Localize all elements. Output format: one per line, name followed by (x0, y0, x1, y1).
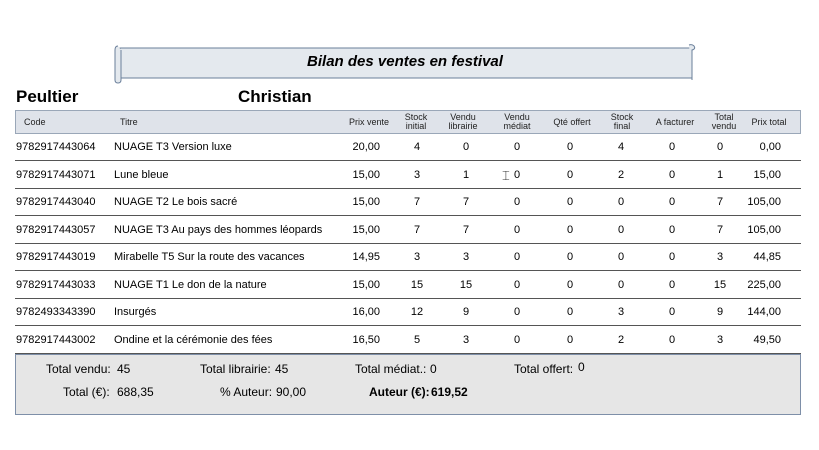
cell-vendu-lib: 0 (462, 141, 470, 153)
cell-stock-final: 4 (617, 141, 625, 153)
cell-prix-total: 15,00 (753, 168, 781, 181)
cell-vendu-med: 0 (513, 223, 521, 236)
cell-vendu-lib: 1 (462, 168, 470, 181)
cell-prix: 16,00 (352, 306, 380, 318)
cell-prix: 15,00 (352, 223, 380, 236)
table-row[interactable] (15, 217, 801, 244)
cell-total-vendu: 7 (716, 196, 724, 208)
cell-prix-total: 105,00 (747, 196, 781, 208)
header-stock-final: Stock final (610, 112, 634, 131)
cell-offert: 0 (566, 306, 574, 318)
cell-titre: Ondine et la cérémonie des fées (114, 333, 273, 346)
cell-stock-final: 2 (617, 333, 625, 346)
totals-panel (15, 354, 801, 415)
cell-facturer: 0 (668, 196, 676, 208)
cell-stock-final: 0 (617, 196, 625, 208)
cell-prix: 15,00 (352, 196, 380, 208)
text-cursor-icon: ⌶ (502, 168, 510, 183)
cell-stock-init: 7 (413, 196, 421, 208)
cell-vendu-med: 0 (513, 168, 521, 181)
cell-stock-final: 0 (617, 251, 625, 263)
pct-auteur-value: 90,00 (276, 385, 307, 399)
cell-prix: 15,00 (352, 278, 380, 291)
total-euro-label: Total (€): (63, 385, 110, 399)
cell-prix: 20,00 (352, 141, 380, 153)
header-code: Code (24, 116, 46, 127)
cell-code: 9782493343390 (16, 306, 96, 318)
cell-total-vendu: 1 (716, 168, 724, 181)
cell-total-vendu: 3 (716, 333, 724, 346)
table-row[interactable] (15, 272, 801, 299)
cell-facturer: 0 (668, 306, 676, 318)
total-vendu-value: 45 (117, 362, 131, 376)
cell-stock-final: 3 (617, 306, 625, 318)
cell-titre: Insurgés (114, 306, 157, 318)
total-librairie-label: Total librairie: (200, 362, 271, 376)
cell-titre: NUAGE T1 Le don de la nature (114, 278, 267, 291)
cell-facturer: 0 (668, 223, 676, 236)
header-qte-offert: Qté offert (553, 116, 591, 127)
cell-facturer: 0 (668, 333, 676, 346)
cell-prix-total: 0,00 (759, 141, 781, 153)
cell-total-vendu: 9 (716, 306, 724, 318)
cell-facturer: 0 (668, 168, 676, 181)
cell-vendu-lib: 7 (462, 223, 470, 236)
report-title: Bilan des ventes en festival (307, 53, 503, 70)
cell-stock-init: 5 (413, 333, 421, 346)
header-stock-initial: Stock initial (404, 112, 428, 131)
total-librairie-value: 45 (275, 362, 289, 376)
header-prix-vente: Prix vente (348, 116, 390, 127)
cell-prix-total: 225,00 (747, 278, 781, 291)
cell-code: 9782917443071 (16, 168, 96, 181)
cell-stock-init: 3 (413, 251, 421, 263)
total-offert-label: Total offert: (514, 362, 574, 376)
cell-vendu-lib: 3 (462, 333, 470, 346)
table-row[interactable] (15, 327, 801, 354)
header-vendu-librairie: Vendu librairie (448, 112, 478, 131)
cell-stock-final: 0 (617, 223, 625, 236)
author-first-name: Christian (238, 87, 312, 106)
cell-stock-init: 3 (413, 168, 421, 181)
cell-stock-init: 7 (413, 223, 421, 236)
cell-vendu-med: 0 (513, 196, 521, 208)
table-row[interactable] (15, 299, 801, 326)
auteur-euro-label: Auteur (€): (369, 385, 430, 399)
cell-total-vendu: 15 (713, 278, 727, 291)
cell-vendu-lib: 15 (459, 278, 473, 291)
header-prix-total: Prix total (751, 116, 787, 127)
cell-titre: NUAGE T3 Au pays des hommes léopards (114, 223, 323, 236)
cell-vendu-med: 0 (513, 251, 521, 263)
pct-auteur-label: % Auteur: (220, 385, 273, 399)
cell-vendu-med: 0 (513, 333, 521, 346)
cell-code: 9782917443002 (16, 333, 96, 346)
cell-vendu-med: 0 (513, 278, 521, 291)
cell-prix: 16,50 (352, 333, 380, 346)
total-mediat-label: Total médiat.: (355, 362, 427, 376)
header-a-facturer: A facturer (655, 116, 695, 127)
cell-prix-total: 144,00 (747, 306, 781, 318)
total-vendu-label: Total vendu: (46, 362, 111, 376)
cell-titre: Lune bleue (114, 168, 169, 181)
cell-offert: 0 (566, 251, 574, 263)
cell-code: 9782917443019 (16, 251, 96, 263)
table-row[interactable] (15, 189, 801, 216)
cell-titre: Mirabelle T5 Sur la route des vacances (114, 251, 305, 263)
cell-code: 9782917443033 (16, 278, 96, 291)
cell-offert: 0 (566, 223, 574, 236)
cell-prix-total: 44,85 (753, 251, 781, 263)
cell-total-vendu: 3 (716, 251, 724, 263)
cell-prix: 15,00 (352, 168, 380, 181)
cell-offert: 0 (566, 333, 574, 346)
cell-prix-total: 105,00 (747, 223, 781, 236)
cell-stock-init: 12 (410, 306, 424, 318)
header-vendu-mediat: Vendu médiat (503, 112, 531, 131)
cell-total-vendu: 0 (716, 141, 724, 153)
cell-vendu-lib: 3 (462, 251, 470, 263)
cell-vendu-med: 0 (513, 141, 521, 153)
cell-facturer: 0 (668, 251, 676, 263)
cell-stock-final: 0 (617, 278, 625, 291)
cell-prix: 14,95 (352, 251, 380, 263)
cell-stock-init: 15 (410, 278, 424, 291)
cell-vendu-lib: 9 (462, 306, 470, 318)
table-row[interactable] (15, 134, 801, 161)
auteur-euro-value: 619,52 (431, 385, 468, 399)
total-euro-value: 688,35 (117, 385, 154, 399)
cell-stock-init: 4 (413, 141, 421, 153)
table-header (15, 110, 801, 134)
total-offert-value: 0 (578, 360, 585, 374)
cell-code: 9782917443064 (16, 141, 96, 153)
cell-offert: 0 (566, 141, 574, 153)
table-row[interactable] (15, 244, 801, 271)
cell-total-vendu: 7 (716, 223, 724, 236)
cell-offert: 0 (566, 278, 574, 291)
table-row[interactable] (15, 162, 801, 189)
cell-facturer: 0 (668, 141, 676, 153)
cell-code: 9782917443040 (16, 196, 96, 208)
title-banner (114, 44, 696, 82)
author-last-name: Peultier (16, 87, 79, 106)
cell-offert: 0 (566, 196, 574, 208)
cell-facturer: 0 (668, 278, 676, 291)
cell-prix-total: 49,50 (753, 333, 781, 346)
total-mediat-value: 0 (430, 362, 437, 376)
cell-vendu-med: 0 (513, 306, 521, 318)
header-total-vendu: Total vendu (711, 112, 737, 131)
cell-code: 9782917443057 (16, 223, 96, 236)
cell-titre: NUAGE T3 Version luxe (114, 141, 232, 153)
cell-titre: NUAGE T2 Le bois sacré (114, 196, 238, 208)
cell-vendu-lib: 7 (462, 196, 470, 208)
cell-stock-final: 2 (617, 168, 625, 181)
cell-offert: 0 (566, 168, 574, 181)
header-titre: Titre (120, 116, 138, 127)
